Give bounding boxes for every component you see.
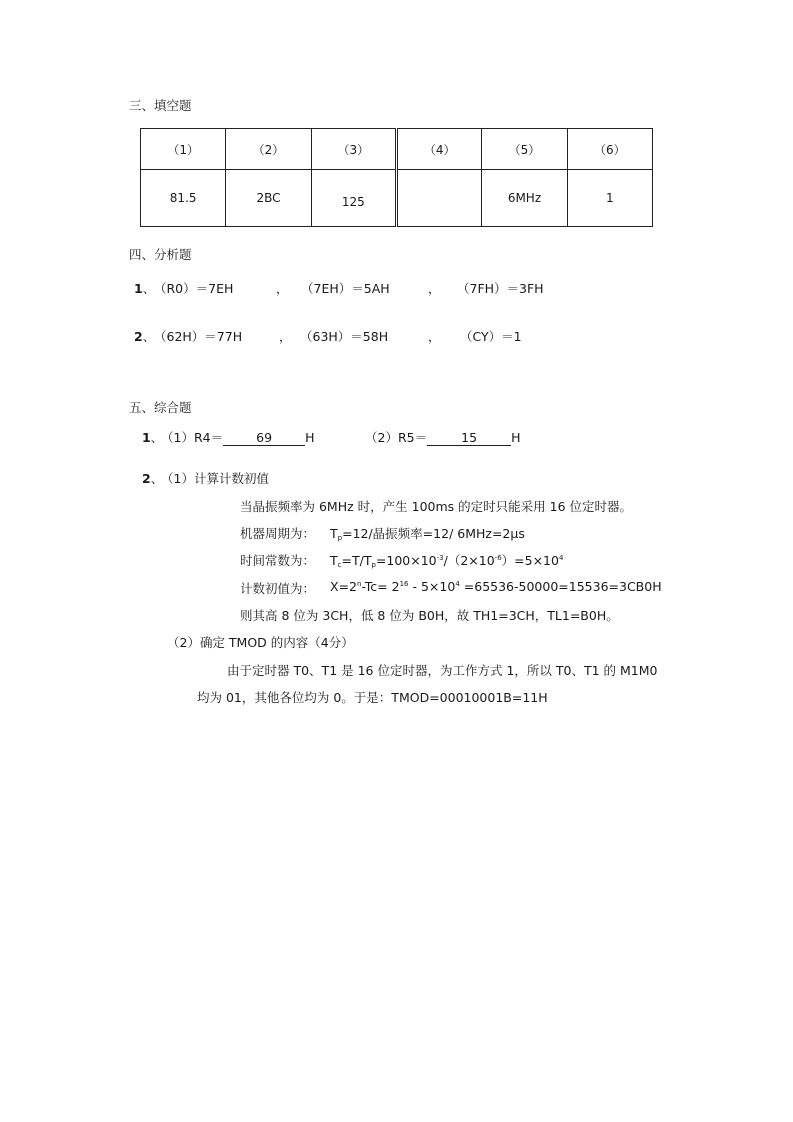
analysis-q2-number: 2、 bbox=[134, 329, 156, 344]
r4-label: （1）R4＝ bbox=[161, 430, 224, 445]
calc-line-2: $T_p=12/$晶振频率=12/ 6MHz=2μs bbox=[330, 526, 525, 542]
calc-line-4: $X=2^n-Tc= 2^{16} - 5\times 10^4 =65536-50000=15536=3CB0H$ bbox=[330, 579, 662, 594]
comprehensive-q1-part2 bbox=[365, 428, 521, 446]
analysis-q1-answer-c: （7FH）＝3FH bbox=[457, 281, 544, 296]
table-answer-cell: 6MHz bbox=[482, 170, 567, 227]
section-4-heading: 四、分析题 bbox=[129, 247, 192, 262]
calc-line-3-label: 时间常数为： bbox=[240, 553, 316, 568]
analysis-q2-answer-a: （62H）＝77H bbox=[154, 329, 243, 344]
tmod-paragraph-line-2: 均为 01，其他各位均为 0。于是：TMOD=00010001B=11H bbox=[197, 690, 548, 705]
analysis-q2-answer-c: （CY）＝1 bbox=[460, 329, 522, 344]
comprehensive-q2-number: 2、 bbox=[142, 471, 164, 486]
calc-line-2-label: 机器周期为： bbox=[240, 526, 316, 541]
r5-label: （2）R5＝ bbox=[365, 430, 428, 445]
table-header-cell: （6） bbox=[567, 129, 652, 170]
r5-unit: H bbox=[511, 430, 521, 445]
table-answer-cell: 1 bbox=[567, 170, 652, 227]
separator-comma: ， bbox=[428, 329, 441, 344]
separator-comma: ， bbox=[279, 329, 292, 344]
analysis-q1-number: 1、 bbox=[134, 281, 156, 296]
step1-title: （1）计算计数初值 bbox=[161, 471, 269, 486]
calc-line-1: 当晶振频率为 6MHz 时，产生 100ms 的定时只能采用 16 位定时器。 bbox=[240, 499, 632, 514]
r4-value: 69 bbox=[223, 430, 305, 446]
analysis-q1-answer-b: （7EH）＝5AH bbox=[301, 281, 390, 296]
fill-in-answer-table bbox=[140, 128, 653, 227]
calc-line-5: 则其高 8 位为 3CH，低 8 位为 B0H，故 TH1=3CH，TL1=B0H。 bbox=[240, 608, 619, 623]
r4-unit: H bbox=[305, 430, 315, 445]
analysis-q1-answer-a: （R0）＝7EH bbox=[154, 281, 234, 296]
comprehensive-q1-number: 1、 bbox=[142, 430, 164, 445]
analysis-q2-answer-b: （63H）＝58H bbox=[300, 329, 389, 344]
table-answer-cell: 2BC bbox=[226, 170, 311, 227]
separator-comma: ， bbox=[428, 281, 441, 296]
table-header-cell: （5） bbox=[482, 129, 567, 170]
comprehensive-q1-line bbox=[161, 428, 315, 446]
r5-value: 15 bbox=[427, 430, 511, 446]
table-header-cell: （3） bbox=[311, 129, 396, 170]
table-answer-cell: 81.5 bbox=[141, 170, 226, 227]
table-header-cell: （2） bbox=[226, 129, 311, 170]
tmod-paragraph-line-1: 由于定时器 T0、T1 是 16 位定时器，为工作方式 1，所以 T0、T1 的 M1M0 bbox=[227, 663, 658, 678]
section-3-heading: 三、填空题 bbox=[129, 98, 192, 113]
table-answer-cell: 125 bbox=[311, 170, 396, 227]
separator-comma: ， bbox=[276, 281, 289, 296]
table-header-cell: （1） bbox=[141, 129, 226, 170]
section-5-heading: 五、综合题 bbox=[129, 400, 192, 415]
calc-line-3: $T_c=T/T_p=100\times 10^{-3}/(2\times 10^{-6})=5\times 10^4$ bbox=[330, 553, 564, 569]
table-answer-cell bbox=[396, 170, 481, 227]
calc-line-4-label: 计数初值为： bbox=[240, 581, 316, 596]
step2-title: （2）确定 TMOD 的内容（4分） bbox=[167, 635, 354, 650]
table-header-cell: （4） bbox=[396, 129, 481, 170]
